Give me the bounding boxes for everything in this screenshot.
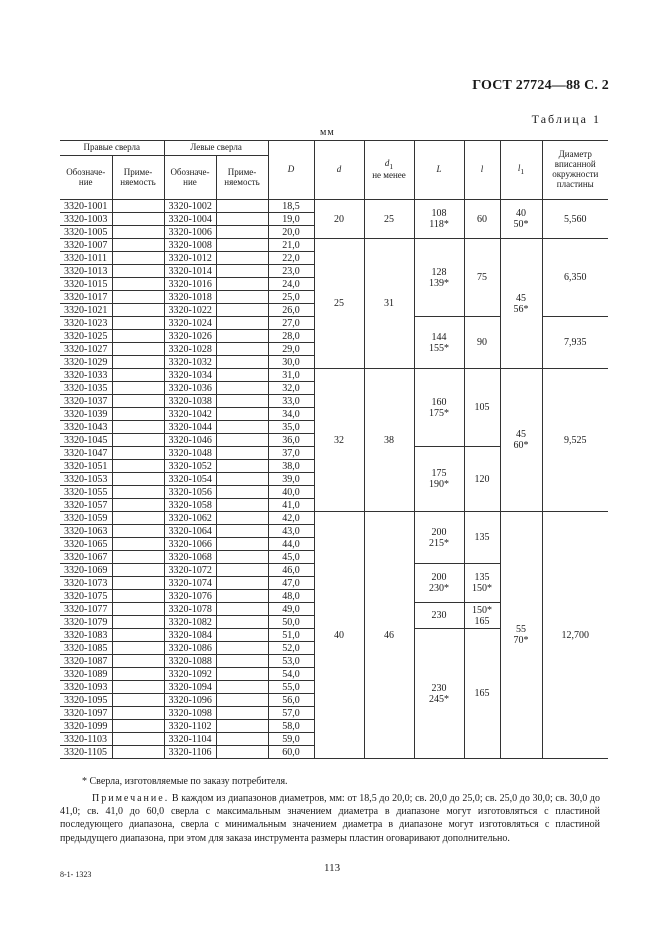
right-designation-cell: 3320-1095 xyxy=(60,694,112,707)
left-applicability-cell xyxy=(216,200,268,213)
right-applicability-cell xyxy=(112,564,164,577)
right-designation-cell: 3320-1055 xyxy=(60,486,112,499)
left-applicability-cell xyxy=(216,239,268,252)
right-designation-cell: 3320-1029 xyxy=(60,356,112,369)
merged-L-cell: 200 215* xyxy=(414,512,464,564)
footnote: * Сверла, изготовляемые по заказу потребителя. xyxy=(82,776,288,787)
right-designation-cell: 3320-1079 xyxy=(60,616,112,629)
merged-l-cell: 105 xyxy=(464,369,500,447)
right-designation-cell: 3320-1025 xyxy=(60,330,112,343)
merged-l1-cell: 45 56* xyxy=(500,239,542,369)
left-designation-cell: 3320-1036 xyxy=(164,382,216,395)
print-mark: 8-1- 1323 xyxy=(60,870,92,879)
right-designation-cell: 3320-1013 xyxy=(60,265,112,278)
diameter-D-cell: 31,0 xyxy=(268,369,314,382)
note-label: Примечание. xyxy=(92,793,170,804)
right-applicability-cell xyxy=(112,603,164,616)
diameter-D-cell: 47,0 xyxy=(268,577,314,590)
left-applicability-cell xyxy=(216,408,268,421)
right-designation-cell: 3320-1021 xyxy=(60,304,112,317)
right-designation-cell: 3320-1033 xyxy=(60,369,112,382)
left-applicability-cell xyxy=(216,291,268,304)
table-row xyxy=(60,239,608,252)
right-applicability-cell xyxy=(112,707,164,720)
right-applicability-cell xyxy=(112,408,164,421)
left-designation-cell: 3320-1056 xyxy=(164,486,216,499)
left-applicability-cell xyxy=(216,707,268,720)
right-designation-cell: 3320-1063 xyxy=(60,525,112,538)
right-designation-cell: 3320-1011 xyxy=(60,252,112,265)
left-designation-cell: 3320-1074 xyxy=(164,577,216,590)
diameter-D-cell: 40,0 xyxy=(268,486,314,499)
diameter-D-cell: 24,0 xyxy=(268,278,314,291)
right-designation-cell: 3320-1037 xyxy=(60,395,112,408)
left-applicability-cell xyxy=(216,382,268,395)
right-designation-cell: 3320-1105 xyxy=(60,746,112,759)
left-designation-cell: 3320-1002 xyxy=(164,200,216,213)
left-applicability-cell xyxy=(216,681,268,694)
diameter-D-cell: 30,0 xyxy=(268,356,314,369)
left-designation-cell: 3320-1028 xyxy=(164,343,216,356)
merged-L-cell: 175 190* xyxy=(414,447,464,512)
left-designation-cell: 3320-1032 xyxy=(164,356,216,369)
merged-l-cell: 120 xyxy=(464,447,500,512)
left-applicability-cell xyxy=(216,746,268,759)
right-designation-cell: 3320-1089 xyxy=(60,668,112,681)
diameter-D-cell: 18,5 xyxy=(268,200,314,213)
diameter-D-cell: 35,0 xyxy=(268,421,314,434)
left-designation-cell: 3320-1088 xyxy=(164,655,216,668)
note-paragraph xyxy=(60,792,600,845)
right-designation-cell: 3320-1001 xyxy=(60,200,112,213)
table-row xyxy=(60,369,608,382)
page-number: 113 xyxy=(324,862,341,874)
merged-L-cell: 230 xyxy=(414,603,464,629)
left-applicability-cell xyxy=(216,395,268,408)
right-applicability-cell xyxy=(112,369,164,382)
right-designation-cell: 3320-1069 xyxy=(60,564,112,577)
merged-l-cell: 60 xyxy=(464,200,500,239)
left-applicability-cell xyxy=(216,343,268,356)
col-D-header: D xyxy=(268,141,314,200)
diameter-D-cell: 36,0 xyxy=(268,434,314,447)
right-applicability-cell xyxy=(112,512,164,525)
right-designation-cell: 3320-1047 xyxy=(60,447,112,460)
merged-l-cell: 165 xyxy=(464,629,500,759)
right-designation-cell: 3320-1093 xyxy=(60,681,112,694)
diameter-D-cell: 42,0 xyxy=(268,512,314,525)
right-designation-cell: 3320-1085 xyxy=(60,642,112,655)
right-designation-cell: 3320-1023 xyxy=(60,317,112,330)
right-applicability-cell xyxy=(112,746,164,759)
left-designation-cell: 3320-1012 xyxy=(164,252,216,265)
merged-l1-cell: 45 60* xyxy=(500,369,542,512)
left-applicability-cell xyxy=(216,720,268,733)
right-designation-cell: 3320-1059 xyxy=(60,512,112,525)
left-designation-cell: 3320-1052 xyxy=(164,460,216,473)
left-designation-cell: 3320-1008 xyxy=(164,239,216,252)
right-applicability-cell xyxy=(112,551,164,564)
diameter-D-cell: 54,0 xyxy=(268,668,314,681)
right-drills-header: Правые сверла xyxy=(60,141,164,156)
right-applicability-cell xyxy=(112,265,164,278)
left-applicability-cell xyxy=(216,330,268,343)
right-applicability-cell xyxy=(112,200,164,213)
right-applicability-cell xyxy=(112,330,164,343)
diameter-D-cell: 60,0 xyxy=(268,746,314,759)
right-applicability-cell xyxy=(112,213,164,226)
diameter-D-cell: 29,0 xyxy=(268,343,314,356)
col-d1-header xyxy=(364,141,414,200)
left-designation-cell: 3320-1066 xyxy=(164,538,216,551)
right-applicability-cell xyxy=(112,720,164,733)
right-designation-cell: 3320-1103 xyxy=(60,733,112,746)
right-applicability-cell xyxy=(112,642,164,655)
left-designation-cell: 3320-1014 xyxy=(164,265,216,278)
merged-d-cell: 40 xyxy=(314,512,364,759)
right-designation-cell: 3320-1015 xyxy=(60,278,112,291)
right-applicability-cell xyxy=(112,356,164,369)
right-applicability-cell xyxy=(112,317,164,330)
col-L-header: L xyxy=(414,141,464,200)
diameter-D-cell: 57,0 xyxy=(268,707,314,720)
right-applicability-cell xyxy=(112,681,164,694)
left-designation-cell: 3320-1082 xyxy=(164,616,216,629)
right-applicability-cell xyxy=(112,616,164,629)
col-d1-subscript: 1 xyxy=(389,161,394,171)
merged-d-cell: 32 xyxy=(314,369,364,512)
diameter-D-cell: 55,0 xyxy=(268,681,314,694)
diameter-D-cell: 39,0 xyxy=(268,473,314,486)
col-l1-subscript: 1 xyxy=(520,166,525,176)
diameter-D-cell: 50,0 xyxy=(268,616,314,629)
diameter-D-cell: 48,0 xyxy=(268,590,314,603)
left-applicability-cell xyxy=(216,369,268,382)
left-applicability-cell xyxy=(216,486,268,499)
right-designation-cell: 3320-1027 xyxy=(60,343,112,356)
left-applicability-cell xyxy=(216,473,268,486)
left-applicability-cell xyxy=(216,213,268,226)
left-designation-header: Обозначе-ние xyxy=(164,156,216,200)
col-l1-symbol: l xyxy=(517,162,521,173)
right-applicability-cell xyxy=(112,655,164,668)
left-applicability-cell xyxy=(216,278,268,291)
left-designation-cell: 3320-1068 xyxy=(164,551,216,564)
diameter-D-cell: 41,0 xyxy=(268,499,314,512)
diameter-D-cell: 53,0 xyxy=(268,655,314,668)
right-applicability-cell xyxy=(112,291,164,304)
table-row xyxy=(60,200,608,213)
merged-L-cell: 200 230* xyxy=(414,564,464,603)
left-designation-cell: 3320-1038 xyxy=(164,395,216,408)
diameter-D-cell: 23,0 xyxy=(268,265,314,278)
right-applicability-cell xyxy=(112,525,164,538)
diameter-D-cell: 52,0 xyxy=(268,642,314,655)
diameter-D-cell: 20,0 xyxy=(268,226,314,239)
merged-insert-cell: 9,525 xyxy=(542,369,608,512)
merged-d-cell: 25 xyxy=(314,239,364,369)
right-designation-cell: 3320-1073 xyxy=(60,577,112,590)
left-designation-cell: 3320-1098 xyxy=(164,707,216,720)
left-applicability-cell xyxy=(216,577,268,590)
left-designation-cell: 3320-1072 xyxy=(164,564,216,577)
right-designation-header: Обозначе-ние xyxy=(60,156,112,200)
left-applicability-cell xyxy=(216,642,268,655)
diameter-D-cell: 19,0 xyxy=(268,213,314,226)
right-designation-cell: 3320-1005 xyxy=(60,226,112,239)
right-applicability-cell xyxy=(112,226,164,239)
left-designation-cell: 3320-1018 xyxy=(164,291,216,304)
diameter-D-cell: 33,0 xyxy=(268,395,314,408)
right-applicability-cell xyxy=(112,382,164,395)
diameter-D-cell: 49,0 xyxy=(268,603,314,616)
left-designation-cell: 3320-1054 xyxy=(164,473,216,486)
left-designation-cell: 3320-1046 xyxy=(164,434,216,447)
right-applicability-cell xyxy=(112,733,164,746)
diameter-D-cell: 22,0 xyxy=(268,252,314,265)
left-designation-cell: 3320-1044 xyxy=(164,421,216,434)
left-applicability-cell xyxy=(216,694,268,707)
left-designation-cell: 3320-1048 xyxy=(164,447,216,460)
left-applicability-cell xyxy=(216,616,268,629)
merged-L-cell: 144 155* xyxy=(414,317,464,369)
right-applicability-cell xyxy=(112,343,164,356)
left-applicability-cell xyxy=(216,668,268,681)
left-applicability-cell xyxy=(216,252,268,265)
left-applicability-cell xyxy=(216,733,268,746)
col-l1-header xyxy=(500,141,542,200)
left-applicability-cell xyxy=(216,447,268,460)
left-designation-cell: 3320-1062 xyxy=(164,512,216,525)
right-designation-cell: 3320-1097 xyxy=(60,707,112,720)
merged-L-cell: 160 175* xyxy=(414,369,464,447)
right-applicability-cell xyxy=(112,499,164,512)
left-designation-cell: 3320-1096 xyxy=(164,694,216,707)
diameter-D-cell: 38,0 xyxy=(268,460,314,473)
col-d-header: d xyxy=(314,141,364,200)
merged-L-cell: 230 245* xyxy=(414,629,464,759)
merged-l-cell: 135 150* xyxy=(464,564,500,603)
left-designation-cell: 3320-1006 xyxy=(164,226,216,239)
right-applicability-cell xyxy=(112,304,164,317)
right-applicability-cell xyxy=(112,395,164,408)
left-applicability-cell xyxy=(216,564,268,577)
table-body xyxy=(60,200,608,759)
merged-l-cell: 75 xyxy=(464,239,500,317)
right-designation-cell: 3320-1075 xyxy=(60,590,112,603)
right-designation-cell: 3320-1007 xyxy=(60,239,112,252)
right-applicability-cell xyxy=(112,668,164,681)
diameter-D-cell: 32,0 xyxy=(268,382,314,395)
left-applicability-cell xyxy=(216,356,268,369)
diameter-D-cell: 28,0 xyxy=(268,330,314,343)
left-applicability-header: Приме-няемость xyxy=(216,156,268,200)
left-designation-cell: 3320-1102 xyxy=(164,720,216,733)
diameter-D-cell: 58,0 xyxy=(268,720,314,733)
diameter-D-cell: 21,0 xyxy=(268,239,314,252)
right-applicability-cell xyxy=(112,590,164,603)
merged-l-cell: 90 xyxy=(464,317,500,369)
left-designation-cell: 3320-1092 xyxy=(164,668,216,681)
left-applicability-cell xyxy=(216,434,268,447)
merged-l-cell: 150* 165 xyxy=(464,603,500,629)
left-applicability-cell xyxy=(216,655,268,668)
col-d1-note: не менее xyxy=(372,170,406,181)
right-designation-cell: 3320-1053 xyxy=(60,473,112,486)
left-designation-cell: 3320-1064 xyxy=(164,525,216,538)
left-applicability-cell xyxy=(216,629,268,642)
left-applicability-cell xyxy=(216,460,268,473)
right-designation-cell: 3320-1043 xyxy=(60,421,112,434)
right-applicability-cell xyxy=(112,538,164,551)
left-designation-cell: 3320-1022 xyxy=(164,304,216,317)
left-applicability-cell xyxy=(216,590,268,603)
right-designation-cell: 3320-1065 xyxy=(60,538,112,551)
left-applicability-cell xyxy=(216,538,268,551)
merged-insert-cell: 6,350 xyxy=(542,239,608,317)
diameter-D-cell: 56,0 xyxy=(268,694,314,707)
right-applicability-header: Приме-няемость xyxy=(112,156,164,200)
diameter-D-cell: 45,0 xyxy=(268,551,314,564)
merged-l-cell: 135 xyxy=(464,512,500,564)
left-applicability-cell xyxy=(216,265,268,278)
merged-d1-cell: 38 xyxy=(364,369,414,512)
right-designation-cell: 3320-1099 xyxy=(60,720,112,733)
left-applicability-cell xyxy=(216,525,268,538)
left-designation-cell: 3320-1026 xyxy=(164,330,216,343)
merged-d1-cell: 25 xyxy=(364,200,414,239)
right-applicability-cell xyxy=(112,447,164,460)
left-applicability-cell xyxy=(216,512,268,525)
left-designation-cell: 3320-1058 xyxy=(164,499,216,512)
left-designation-cell: 3320-1104 xyxy=(164,733,216,746)
right-designation-cell: 3320-1087 xyxy=(60,655,112,668)
left-designation-cell: 3320-1034 xyxy=(164,369,216,382)
right-designation-cell: 3320-1017 xyxy=(60,291,112,304)
merged-L-cell: 128 139* xyxy=(414,239,464,317)
left-applicability-cell xyxy=(216,317,268,330)
left-designation-cell: 3320-1016 xyxy=(164,278,216,291)
right-applicability-cell xyxy=(112,473,164,486)
left-designation-cell: 3320-1042 xyxy=(164,408,216,421)
left-applicability-cell xyxy=(216,226,268,239)
right-applicability-cell xyxy=(112,434,164,447)
left-designation-cell: 3320-1024 xyxy=(164,317,216,330)
left-applicability-cell xyxy=(216,499,268,512)
merged-insert-cell: 7,935 xyxy=(542,317,608,369)
right-designation-cell: 3320-1039 xyxy=(60,408,112,421)
units-label: мм xyxy=(320,127,335,138)
right-applicability-cell xyxy=(112,278,164,291)
left-drills-header: Левые сверла xyxy=(164,141,268,156)
note-text: В каждом из диапазонов диаметров, мм: от 18,5 до 20,0; св. 20,0 до 25,0; св. 25,0 до 30,0; св. 30,0 до 41,0; св. 41,0 до 60,0 сверла с максимальным значением диаметра в диапазоне могут изготовляться с пластиной последующего диапазона, сверла с минимальным значением диаметра в диапазоне могут изготовляться с пластиной предыдущего диапазона, при этом для заказа инструмента размеры пластин оговаривают дополнительно. xyxy=(60,793,600,844)
merged-d1-cell: 31 xyxy=(364,239,414,369)
right-designation-cell: 3320-1077 xyxy=(60,603,112,616)
left-designation-cell: 3320-1076 xyxy=(164,590,216,603)
diameter-D-cell: 27,0 xyxy=(268,317,314,330)
diameter-D-cell: 34,0 xyxy=(268,408,314,421)
diameter-D-cell: 51,0 xyxy=(268,629,314,642)
left-designation-cell: 3320-1094 xyxy=(164,681,216,694)
col-l-header: l xyxy=(464,141,500,200)
diameter-D-cell: 43,0 xyxy=(268,525,314,538)
diameter-D-cell: 25,0 xyxy=(268,291,314,304)
col-d1-symbol: d xyxy=(384,158,390,169)
merged-L-cell: 108 118* xyxy=(414,200,464,239)
document-header: ГОСТ 27724—88 С. 2 xyxy=(472,78,609,93)
col-insert-diameter-header: Диаметр вписанной окружности пластины xyxy=(542,141,608,200)
merged-insert-cell: 12,700 xyxy=(542,512,608,759)
merged-insert-cell: 5,560 xyxy=(542,200,608,239)
table-row xyxy=(60,512,608,525)
right-designation-cell: 3320-1057 xyxy=(60,499,112,512)
diameter-D-cell: 37,0 xyxy=(268,447,314,460)
left-applicability-cell xyxy=(216,603,268,616)
right-designation-cell: 3320-1067 xyxy=(60,551,112,564)
right-designation-cell: 3320-1003 xyxy=(60,213,112,226)
table-title: Таблица 1 xyxy=(531,112,601,126)
diameter-D-cell: 46,0 xyxy=(268,564,314,577)
right-designation-cell: 3320-1035 xyxy=(60,382,112,395)
merged-d1-cell: 46 xyxy=(364,512,414,759)
merged-l1-cell: 40 50* xyxy=(500,200,542,239)
left-applicability-cell xyxy=(216,421,268,434)
right-applicability-cell xyxy=(112,486,164,499)
right-applicability-cell xyxy=(112,421,164,434)
merged-d-cell: 20 xyxy=(314,200,364,239)
left-applicability-cell xyxy=(216,304,268,317)
merged-l1-cell: 55 70* xyxy=(500,512,542,759)
drill-specification-table xyxy=(60,140,608,759)
right-designation-cell: 3320-1045 xyxy=(60,434,112,447)
right-applicability-cell xyxy=(112,252,164,265)
left-designation-cell: 3320-1078 xyxy=(164,603,216,616)
right-applicability-cell xyxy=(112,629,164,642)
right-applicability-cell xyxy=(112,694,164,707)
left-designation-cell: 3320-1004 xyxy=(164,213,216,226)
left-applicability-cell xyxy=(216,551,268,564)
diameter-D-cell: 26,0 xyxy=(268,304,314,317)
right-applicability-cell xyxy=(112,577,164,590)
diameter-D-cell: 59,0 xyxy=(268,733,314,746)
right-applicability-cell xyxy=(112,460,164,473)
left-designation-cell: 3320-1106 xyxy=(164,746,216,759)
right-designation-cell: 3320-1051 xyxy=(60,460,112,473)
left-designation-cell: 3320-1086 xyxy=(164,642,216,655)
right-designation-cell: 3320-1083 xyxy=(60,629,112,642)
left-designation-cell: 3320-1084 xyxy=(164,629,216,642)
right-applicability-cell xyxy=(112,239,164,252)
diameter-D-cell: 44,0 xyxy=(268,538,314,551)
